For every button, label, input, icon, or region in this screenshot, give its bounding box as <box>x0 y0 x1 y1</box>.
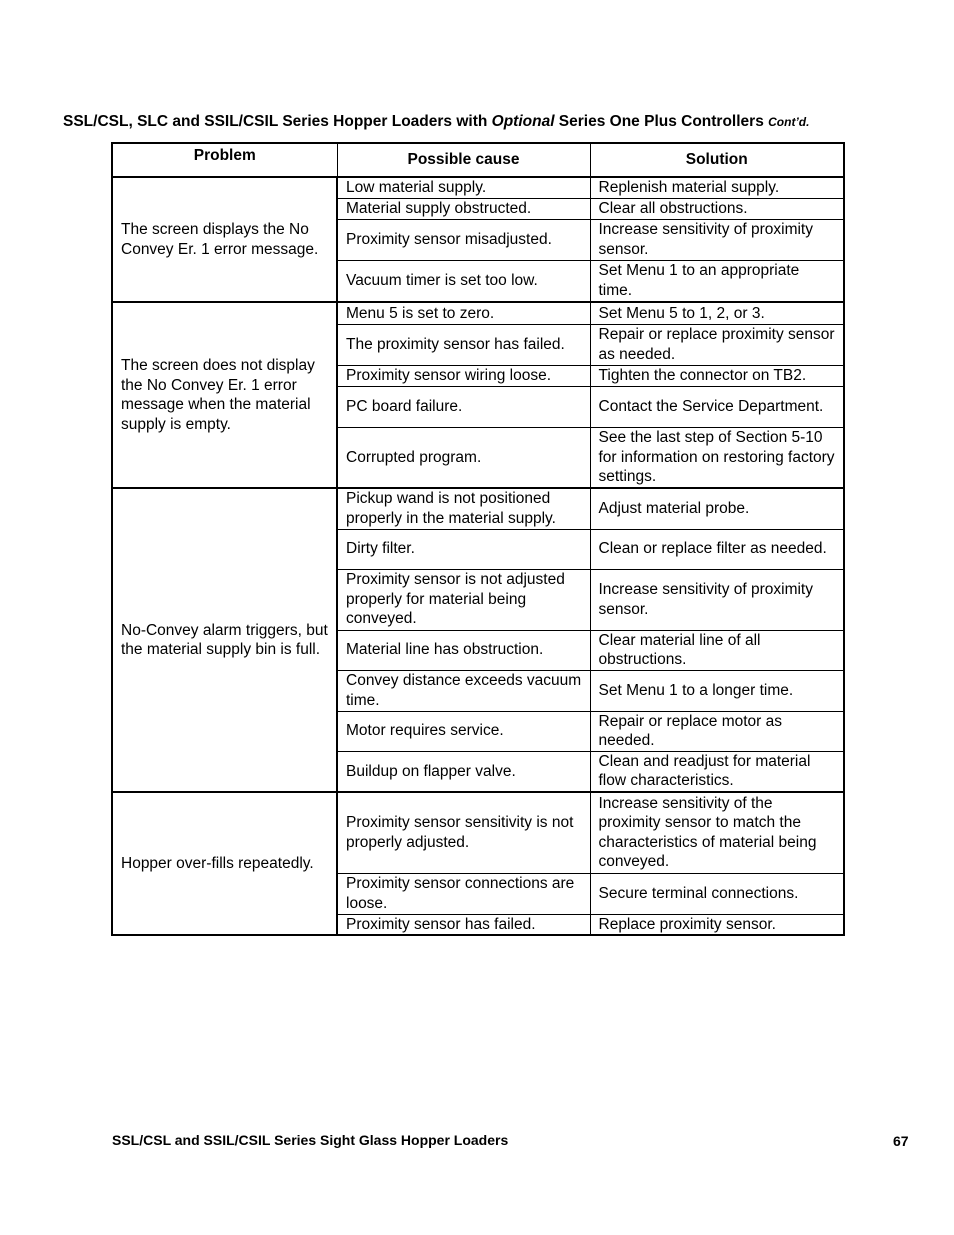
solution-cell: Clean or replace filter as needed. <box>590 529 844 569</box>
solution-cell: Set Menu 5 to 1, 2, or 3. <box>590 302 844 324</box>
heading-part3: Series One Plus Controllers <box>554 113 769 130</box>
solution-cell: Clean and readjust for material flow characteristics. <box>590 751 844 792</box>
solution-cell: Clear material line of all obstructions. <box>590 630 844 670</box>
solution-cell: Increase sensitivity of proximity sensor. <box>590 219 844 260</box>
table-body <box>112 177 844 935</box>
cause-cell: Proximity sensor connections are loose. <box>337 873 590 914</box>
cause-cell: Dirty filter. <box>337 529 590 569</box>
cause-cell: Menu 5 is set to zero. <box>337 302 590 324</box>
heading-optional: Optional <box>491 113 555 130</box>
solution-cell: Repair or replace motor as needed. <box>590 711 844 751</box>
problem-cell: Hopper over-fills repeatedly. <box>112 792 337 935</box>
solution-cell: See the last step of Section 5-10 for information on restoring factory settings. <box>590 427 844 488</box>
page-number: 67 <box>893 1133 909 1149</box>
cause-cell: Vacuum timer is set too low. <box>337 260 590 302</box>
heading-contd: Cont’d. <box>768 115 810 129</box>
cause-cell: Proximity sensor misadjusted. <box>337 219 590 260</box>
cause-cell: PC board failure. <box>337 386 590 427</box>
cause-cell: Proximity sensor is not adjusted properly for material being conveyed. <box>337 569 590 630</box>
cause-cell: Corrupted program. <box>337 427 590 488</box>
solution-cell: Set Menu 1 to an appropriate time. <box>590 260 844 302</box>
problem-cell: The screen does not display the No Convey Er. 1 error message when the material supply is empty. <box>112 302 337 488</box>
solution-cell: Repair or replace proximity sensor as needed. <box>590 324 844 365</box>
solution-cell: Replenish material supply. <box>590 177 844 198</box>
cause-cell: Low material supply. <box>337 177 590 198</box>
cause-cell: Buildup on flapper valve. <box>337 751 590 792</box>
table-header-row <box>112 143 844 177</box>
table-row <box>112 177 844 198</box>
problem-cell: The screen displays the No Convey Er. 1 error message. <box>112 177 337 302</box>
problem-cell: No-Convey alarm triggers, but the material supply bin is full. <box>112 488 337 792</box>
table-row <box>112 302 844 324</box>
table-row <box>112 488 844 529</box>
cause-cell: Proximity sensor wiring loose. <box>337 365 590 386</box>
cause-cell: Proximity sensor has failed. <box>337 914 590 935</box>
table-row <box>112 792 844 873</box>
solution-cell: Increase sensitivity of proximity sensor. <box>590 569 844 630</box>
solution-cell: Replace proximity sensor. <box>590 914 844 935</box>
troubleshooting-table <box>111 142 845 936</box>
header-problem: Problem <box>112 143 337 177</box>
solution-cell: Increase sensitivity of the proximity sensor to match the characteristics of material being conveyed. <box>590 792 844 873</box>
cause-cell: The proximity sensor has failed. <box>337 324 590 365</box>
cause-cell: Material line has obstruction. <box>337 630 590 670</box>
solution-cell: Set Menu 1 to a longer time. <box>590 670 844 711</box>
header-solution: Solution <box>590 143 844 177</box>
solution-cell: Adjust material probe. <box>590 488 844 529</box>
section-heading <box>63 113 809 131</box>
cause-cell: Proximity sensor sensitivity is not properly adjusted. <box>337 792 590 873</box>
cause-cell: Material supply obstructed. <box>337 198 590 219</box>
solution-cell: Clear all obstructions. <box>590 198 844 219</box>
header-cause: Possible cause <box>337 143 590 177</box>
cause-cell: Motor requires service. <box>337 711 590 751</box>
solution-cell: Contact the Service Department. <box>590 386 844 427</box>
heading-part1: SSL/CSL, SLC and SSIL/CSIL Series Hopper Loaders with <box>63 113 492 130</box>
solution-cell: Secure terminal connections. <box>590 873 844 914</box>
cause-cell: Convey distance exceeds vacuum time. <box>337 670 590 711</box>
solution-cell: Tighten the connector on TB2. <box>590 365 844 386</box>
cause-cell: Pickup wand is not positioned properly in the material supply. <box>337 488 590 529</box>
footer-title: SSL/CSL and SSIL/CSIL Series Sight Glass Hopper Loaders <box>112 1132 509 1148</box>
